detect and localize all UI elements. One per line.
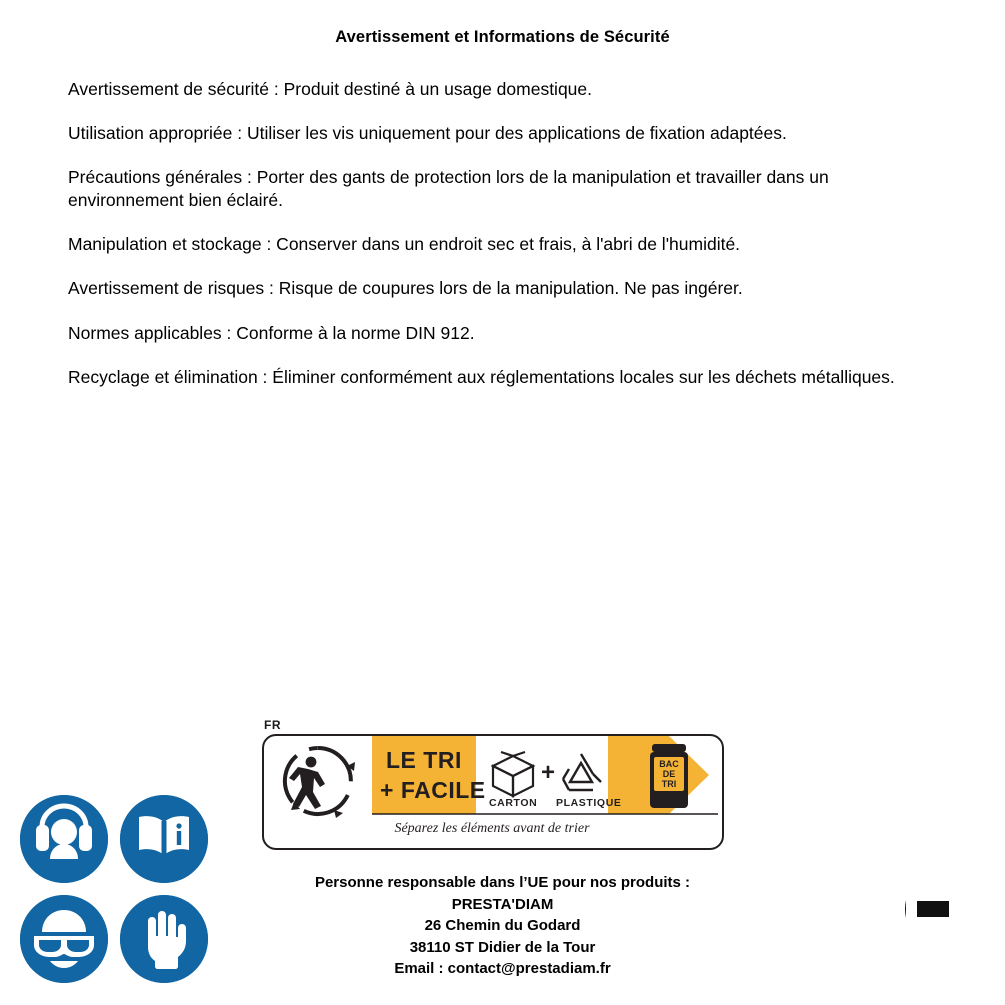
paragraph-risk-warning: Avertissement de risques : Risque de coupures lors de la manipulation. Ne pas ingérer. — [68, 278, 743, 299]
svg-text:PLASTIQUE: PLASTIQUE — [556, 797, 622, 809]
paragraph-recycling-disposal: Recyclage et élimination : Éliminer conformément aux réglementations locales sur les déchets métalliques. — [68, 366, 895, 387]
paragraph-handling-storage: Manipulation et stockage : Conserver dans un endroit sec et frais, à l'abri de l'humidité. — [68, 234, 741, 255]
recycling-country-code: FR — [264, 718, 281, 732]
responsible-company: PRESTA'DIAM — [451, 895, 554, 913]
read-manual-icon — [120, 795, 208, 883]
svg-text:BAC: BAC — [659, 759, 679, 769]
paragraph-proper-use: Utilisation appropriée : Utiliser les vis uniquement pour des applications de fixation adaptées. — [68, 123, 787, 144]
svg-text:LE TRI: LE TRI — [386, 747, 462, 773]
svg-text:+ FACILE: + FACILE — [380, 777, 486, 803]
page-title: Avertissement et Informations de Sécurité — [335, 28, 670, 46]
paragraph-safety-warning: Avertissement de sécurité : Produit destiné à un usage domestique. — [68, 79, 593, 99]
responsible-email: Email : contact@prestadiam.fr — [394, 960, 611, 978]
paragraph-applicable-standards: Normes applicables : Conforme à la norme DIN 912. — [68, 322, 475, 343]
responsible-address-line1: 26 Chemin du Godard — [424, 917, 581, 935]
responsible-intro-after: pour nos produits : — [548, 874, 691, 891]
recycling-label — [262, 718, 722, 848]
responsible-address-line2: 38110 ST Didier de la Tour — [409, 938, 596, 956]
svg-text:+: + — [541, 759, 556, 786]
svg-text:Séparez les éléments avant de: Séparez les éléments avant de trier — [394, 821, 590, 836]
safety-information-text — [68, 78, 930, 389]
responsible-intro-bold: UE — [527, 874, 549, 891]
svg-text:DE: DE — [662, 769, 676, 779]
svg-text:TRI: TRI — [661, 779, 677, 789]
ear-protection-icon — [20, 795, 108, 883]
responsible-intro-before: Personne responsable dans l’ — [314, 874, 528, 891]
paragraph-general-precautions: Précautions générales : Porter des gants de protection lors de la manipulation et travailler dans un environnement bien éclairé. — [68, 167, 829, 211]
ce-marking-icon — [799, 855, 949, 963]
recycling-label-box — [262, 734, 724, 850]
svg-text:CARTON: CARTON — [489, 797, 538, 809]
